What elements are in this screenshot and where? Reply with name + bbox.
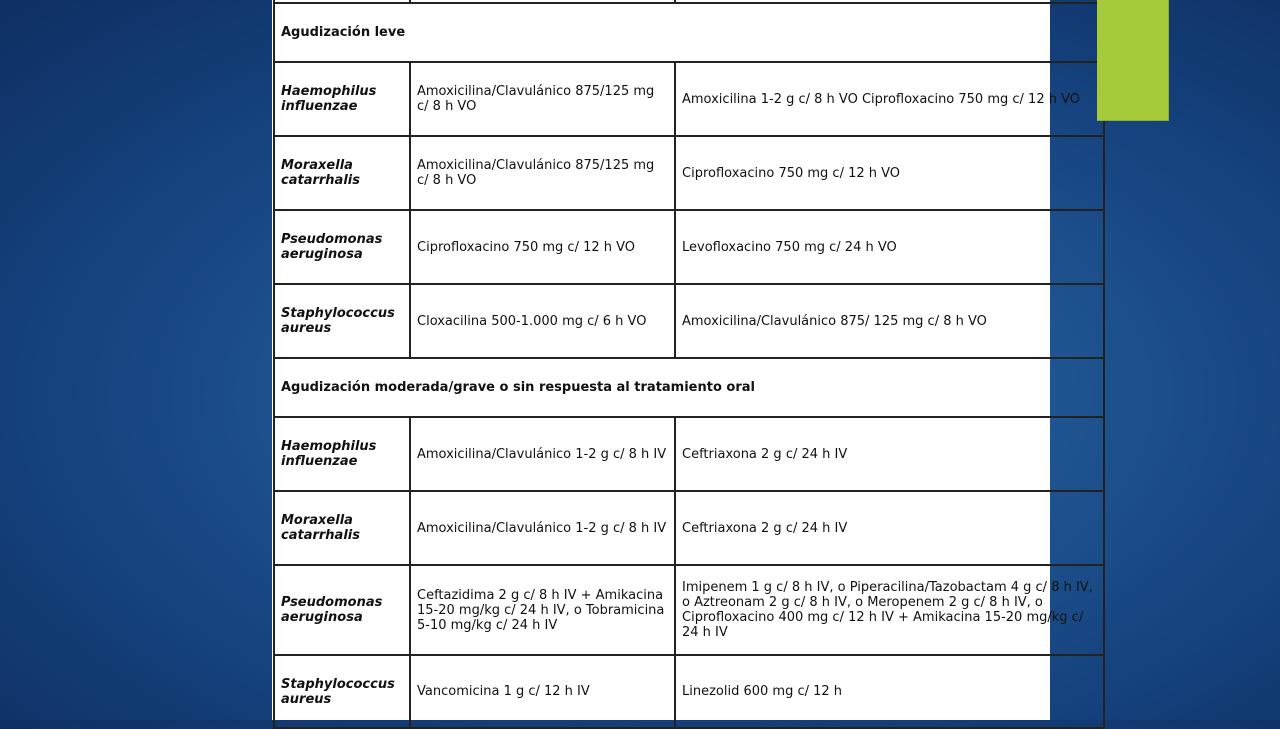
table-row <box>274 210 1104 284</box>
antibiotic-regimen-table <box>273 0 1105 729</box>
organism-cell: Staphylococcus aureus <box>274 284 410 358</box>
organism-cell: Moraxella catarrhalis <box>274 491 410 565</box>
organism-cell: Staphylococcus aureus <box>274 655 410 728</box>
table-row <box>274 491 1104 565</box>
organism-cell: Moraxella catarrhalis <box>274 136 410 210</box>
first-choice-cell: Amoxicilina/Clavulánico 875/125 mg c/ 8 h VO <box>410 136 675 210</box>
first-choice-cell: Vancomicina 1 g c/ 12 h IV <box>410 655 675 728</box>
section-header-row <box>274 358 1104 417</box>
first-choice-cell: Cloxacilina 500-1.000 mg c/ 6 h VO <box>410 284 675 358</box>
first-choice-cell: Ceftazidima 2 g c/ 8 h IV + Amikacina 15-20 mg/kg c/ 24 h IV, o Tobramicina 5-10 mg/kg c/ 24 h IV <box>410 565 675 655</box>
first-choice-cell: Amoxicilina/Clavulánico 875/125 mg c/ 8 h VO <box>410 62 675 136</box>
section-title: Agudización leve <box>274 3 1104 62</box>
table-row <box>274 284 1104 358</box>
alternative-cell: Linezolid 600 mg c/ 12 h <box>675 655 1104 728</box>
first-choice-cell: Amoxicilina/Clavulánico 1-2 g c/ 8 h IV <box>410 491 675 565</box>
table-row <box>274 417 1104 491</box>
accent-block <box>1097 0 1169 121</box>
table-row <box>274 62 1104 136</box>
organism-cell: Haemophilus influenzae <box>274 62 410 136</box>
alternative-cell: Amoxicilina 1-2 g c/ 8 h VO Ciprofloxacino 750 mg c/ 12 h VO <box>675 62 1104 136</box>
alternative-cell: Amoxicilina/Clavulánico 875/ 125 mg c/ 8 h VO <box>675 284 1104 358</box>
section-title: Agudización moderada/grave o sin respuesta al tratamiento oral <box>274 358 1104 417</box>
organism-cell: Pseudomonas aeruginosa <box>274 210 410 284</box>
table-image-panel <box>272 0 1093 720</box>
alternative-cell: Levofloxacino 750 mg c/ 24 h VO <box>675 210 1104 284</box>
first-choice-cell: Ciprofloxacino 750 mg c/ 12 h VO <box>410 210 675 284</box>
alternative-cell: Ceftriaxona 2 g c/ 24 h IV <box>675 491 1104 565</box>
alternative-cell: Ceftriaxona 2 g c/ 24 h IV <box>675 417 1104 491</box>
organism-cell: Pseudomonas aeruginosa <box>274 565 410 655</box>
table-row <box>274 565 1104 655</box>
alternative-cell: Imipenem 1 g c/ 8 h IV, o Piperacilina/Tazobactam 4 g c/ 8 h IV, o Aztreonam 2 g c/ 8 h IV, o Meropenem 2 g c/ 8 h IV, o Ciprofloxacino 400 mg c/ 12 h IV + Amikacina 15-20 mg/kg c/ 24 h IV <box>675 565 1104 655</box>
first-choice-cell: Amoxicilina/Clavulánico 1-2 g c/ 8 h IV <box>410 417 675 491</box>
organism-cell: Haemophilus influenzae <box>274 417 410 491</box>
section-header-row <box>274 3 1104 62</box>
table-row <box>274 136 1104 210</box>
alternative-cell: Ciprofloxacino 750 mg c/ 12 h VO <box>675 136 1104 210</box>
table-row <box>274 655 1104 728</box>
